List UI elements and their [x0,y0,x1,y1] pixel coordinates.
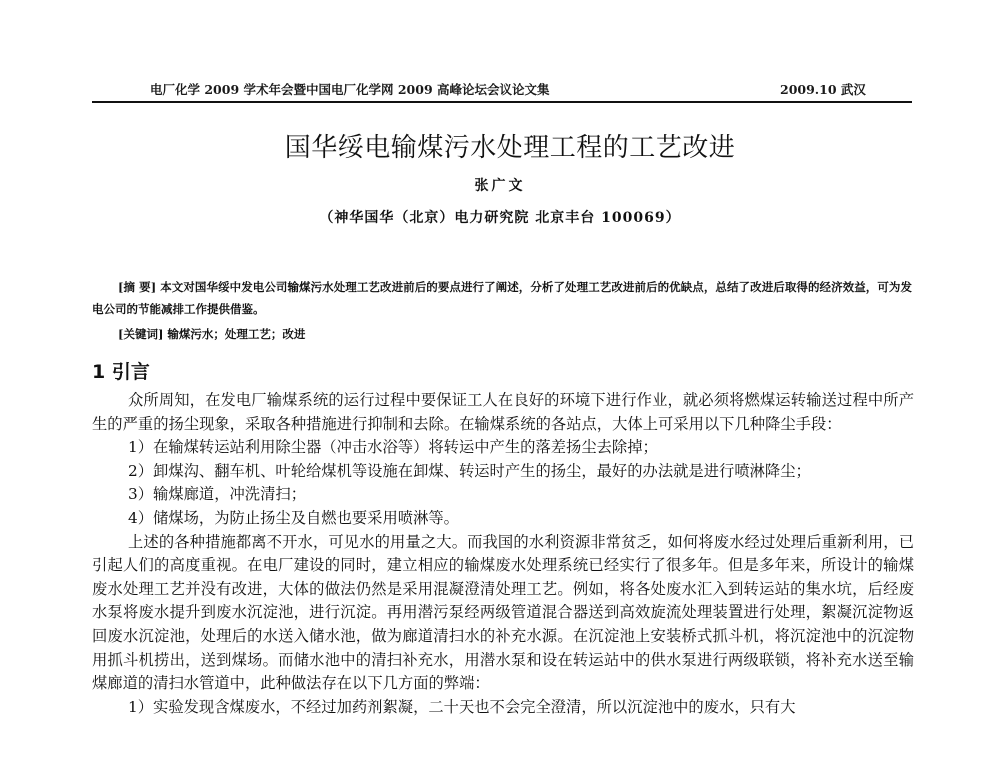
paper-title: 国华绥电输煤污水处理工程的工艺改进 [284,133,736,163]
section-heading-introduction: 1 引言 [92,361,150,383]
list-item-4: 4）储煤场，为防止扬尘及自燃也要采用喷淋等。 [128,508,459,527]
list-item-drawback-1: 1）实验发现含煤废水，不经过加药剂絮凝，二十天也不会完全澄清，所以沉淀池中的废水，只有大 [128,697,796,716]
section-body [92,389,914,719]
abstract-text: 本文对国华绥中发电公司输煤污水处理工艺改进前后的要点进行了阐述，分析了处理工艺改进前后的优缺点，总结了改进后取得的经济效益，可为发电公司的节能减排工作提供借鉴。 [92,280,912,316]
list-item-3: 3）输煤廊道，冲洗清扫； [128,485,306,504]
paper-author: 张广文 [474,178,526,194]
keywords-label: [关键词] [118,327,164,341]
header-rule-divider [92,101,912,103]
running-header-date-location: 2009.10 武汉 [780,82,866,97]
keywords-block [118,326,305,342]
list-item-1: 1）在输煤转运站利用除尘器（冲击水浴等）将转运中产生的落差扬尘去除掉； [128,438,658,457]
body-paragraph-2: 上述的各种措施都离不开水，可见水的用量之大。而我国的水利资源非常贫乏，如何将废水经过处理后重新利用，已引起人们的高度重视。在电厂建设的同时，建立相应的输煤废水处理系统已经实行了很多年。但是多年来，所设计的输煤废水处理工艺并没有改进，大体的做法仍然是采用混凝澄清处理工艺。例如，将各处废水汇入到转运站的集水坑，后经废水泵将废水提升到废水沉淀池，进行沉淀。再用潜污泵经两级管道混合器送到高效旋流处理装置进行处理，絮凝沉淀物返回废水沉淀池，处理后的水送入储水池，做为廊道清扫水的补充水源。在沉淀池上安装桥式抓斗机，将沉淀池中的沉淀物用抓斗机捞出，送到煤场。而储水池中的清扫补充水，用潜水泵和设在转运站中的供水泵进行两级联锁，将补充水送至输煤廊道的清扫水管道中，此种做法存在以下几方面的弊端： [92,532,914,693]
keywords-text: 输煤污水；处理工艺；改进 [167,327,306,341]
abstract-paragraph [92,276,912,320]
running-header-proceedings-title: 电厂化学 2009 学术年会暨中国电厂化学网 2009 高峰论坛会议论文集 [150,82,550,97]
list-item-2: 2）卸煤沟、翻车机、叶轮给煤机等设施在卸煤、转运时产生的扬尘，最好的办法就是进行喷淋降尘； [128,461,811,480]
paper-affiliation: （神华国华（北京）电力研究院 北京丰台 100069） [319,210,681,226]
body-paragraph-1: 众所周知，在发电厂输煤系统的运行过程中要保证工人在良好的环境下进行作业，就必须将燃煤运转输送过程中所产生的严重的扬尘现象，采取各种措施进行抑制和去除。在输煤系统的各站点，大体上可采用以下几种降尘手段： [92,391,914,433]
abstract-block [92,276,912,320]
abstract-label: [摘 要] [118,280,157,294]
